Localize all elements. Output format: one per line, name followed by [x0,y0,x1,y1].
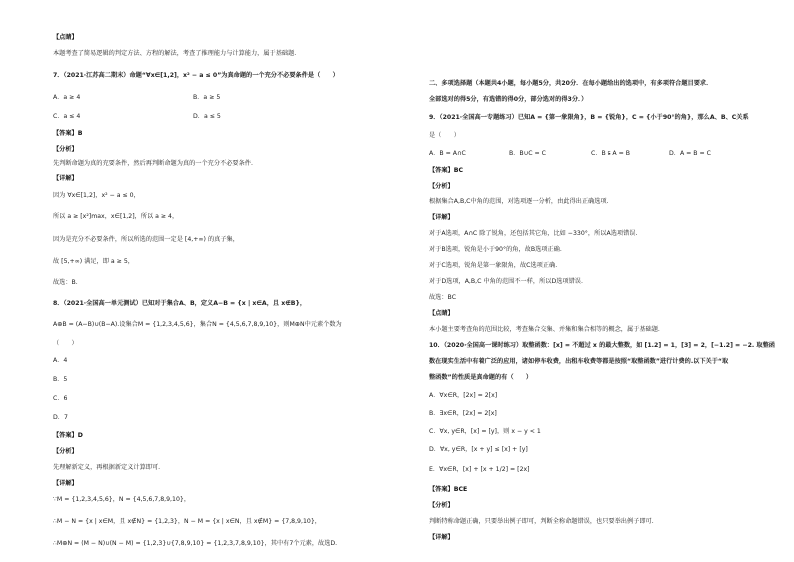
q7-option-d: D．a ≤ 5 [193,113,221,120]
q8-option-b: B．5 [53,376,68,383]
question-8-bracket: （ ） [53,340,78,347]
q7-analysis-text: 先判断命题为真的充要条件，然后再判断命题为真的一个充分不必要条件. [53,160,253,167]
q9-option-b: B．B∪C = C [509,150,546,157]
q9-option-c: C．B ⫋ A = B [591,150,631,157]
q7-detail-line: 因为 ∀x∈[1,2]，x² − a ≤ 0， [53,192,140,199]
question-10-cont: 整函数”的性质是真命题的有（ ） [429,374,533,381]
q10-option-e: E．∀x∈R，[x] + [x + 1/2] = [2x] [429,466,530,473]
q10-detail-heading: 【详解】 [429,534,454,541]
q8-option-a: A．4 [53,357,68,364]
question-10: 10．（2020·全国高一课时练习）取整函数：[x] = 不超过 x 的最大整数，如 [1.2] = 1，[3] = 2，[−1.2] = −2. 取整函 [429,342,775,349]
q9-option-a: A．B = A∩C [429,150,466,157]
q10-option-d: D．∀x, y∈R，[x + y] ≤ [x] + [y] [429,446,528,453]
q8-detail-line: ∴M⊕N = (M − N)∪(N − M) = {1,2,3}∪{7,8,9,10} = {1,2,3,7,8,9,10}，其中有7个元素，故选D. [53,540,338,547]
note-text: 本题考查了简易逻辑的判定方法、方程的解法，考查了推理能力与计算能力，属于基础题. [53,50,297,57]
q8-detail-line: ∴M − N = {x | x∈M，且 x∉N} = {1,2,3}，N − M = {x | x∈N，且 x∉M} = {7,8,9,10}， [53,518,321,525]
q7-detail-heading: 【详解】 [53,175,78,182]
q7-detail-line: 所以 a ≥ [x²]max，x∈[1,2]，所以 a ≥ 4， [53,213,179,220]
q8-analysis-text: 先理解新定义，再根据新定义计算即可. [53,464,161,471]
q7-detail-line: 故 [5,+∞) 满足，即 a ≥ 5， [53,258,134,265]
question-8: 8．（2021·全国高一单元测试）已知对于集合A、B，定义A−B = {x | x∈A，且 x∉B}， [53,300,307,307]
q9-analysis-heading: 【分析】 [429,183,454,190]
q9-analysis-text: 根据集合A,B,C中角的范围，对选项逐一分析，由此得出正确选项. [429,198,609,205]
q7-option-a: A．a ≥ 4 [53,94,81,101]
q7-detail-line: 故选：B. [53,279,78,286]
q9-note-heading: 【点睛】 [429,310,454,317]
q7-option-b: B．a ≥ 5 [193,94,221,101]
q8-option-d: D．7 [53,414,68,421]
question-10-cont: 数在现实生活中有着广泛的应用，诸如停车收费，出租车收费等都是按照“取整函数”进行计费的.以下关于“取 [429,358,729,365]
question-7: 7．（2021·江苏高二期末）命题“∀x∈[1,2]，x² − a ≤ 0”为真命题的一个充分不必要条件是（ ） [53,72,339,79]
question-9-cont: 是（ ） [429,132,460,139]
q10-answer: 【答案】BCE [429,486,468,493]
q9-detail-line: 故选：BC [429,294,457,301]
section-heading: 二、多项选择题（本题共4小题，每小题5分，共20分．在每小题给出的选项中，有多项符合题目要求． [429,80,713,87]
q9-detail-line: 对于C选项，锐角是第一象限角，故C选项正确. [429,262,558,269]
q8-detail-heading: 【详解】 [53,480,78,487]
q7-option-c: C．a ≤ 4 [53,113,81,120]
q8-analysis-heading: 【分析】 [53,448,78,455]
q7-answer: 【答案】B [53,130,83,137]
q10-option-a: A．∀x∈R，[2x] = 2[x] [429,392,498,399]
q7-analysis-heading: 【分析】 [53,146,78,153]
q8-option-c: C．6 [53,395,68,402]
q9-note-text: 本小题主要考查角的范围比较，考查集合交集、并集和集合相等的概念，属于基础题. [429,326,660,333]
q10-analysis-heading: 【分析】 [429,502,454,509]
question-8-cont: A⊕B = (A−B)∪(B−A).设集合M = {1,2,3,4,5,6}，集合N = {4,5,6,7,8,9,10}，则M⊕N中元素个数为 [53,321,342,328]
q9-detail-line: 对于B选项，锐角是小于90°的角，故B选项正确. [429,246,562,253]
note-heading: 【点睛】 [53,34,78,41]
q10-option-c: C．∀x, y∈R，[x] = [y]，则 x − y < 1 [429,428,541,435]
q9-detail-heading: 【详解】 [429,214,454,221]
q9-answer: 【答案】BC [429,167,464,174]
question-9: 9．（2021·全国高一专题练习）已知A = {第一象限角}，B = {锐角}，C = {小于90°的角}，那么A、B、C关系 [429,114,749,121]
q10-option-b: B．∃x∈R，[2x] = 2[x] [429,410,497,417]
q8-answer: 【答案】D [53,432,83,439]
section-heading-cont: 全部选对的得5分，有选错的得0分，部分选对的得3分．） [429,96,588,103]
q9-detail-line: 对于D选项，A,B,C 中角的范围不一样，所以D选项错误. [429,278,583,285]
q7-detail-line: 因为是充分不必要条件，所以所选的范围一定是 [4,+∞) 的真子集， [53,236,239,243]
q8-detail-line: ∵M = {1,2,3,4,5,6}，N = {4,5,6,7,8,9,10}， [53,496,191,503]
q9-detail-line: 对于A选项，A∩C 除了锐角，还包括其它角，比如 −330°，所以A选项错误. [429,230,638,237]
q9-option-d: D．A = B = C [669,150,711,157]
q10-analysis-text: 判断特称命题正确，只要举出例子即可，判断全称命题错误，也只要举出例子即可. [429,518,654,525]
